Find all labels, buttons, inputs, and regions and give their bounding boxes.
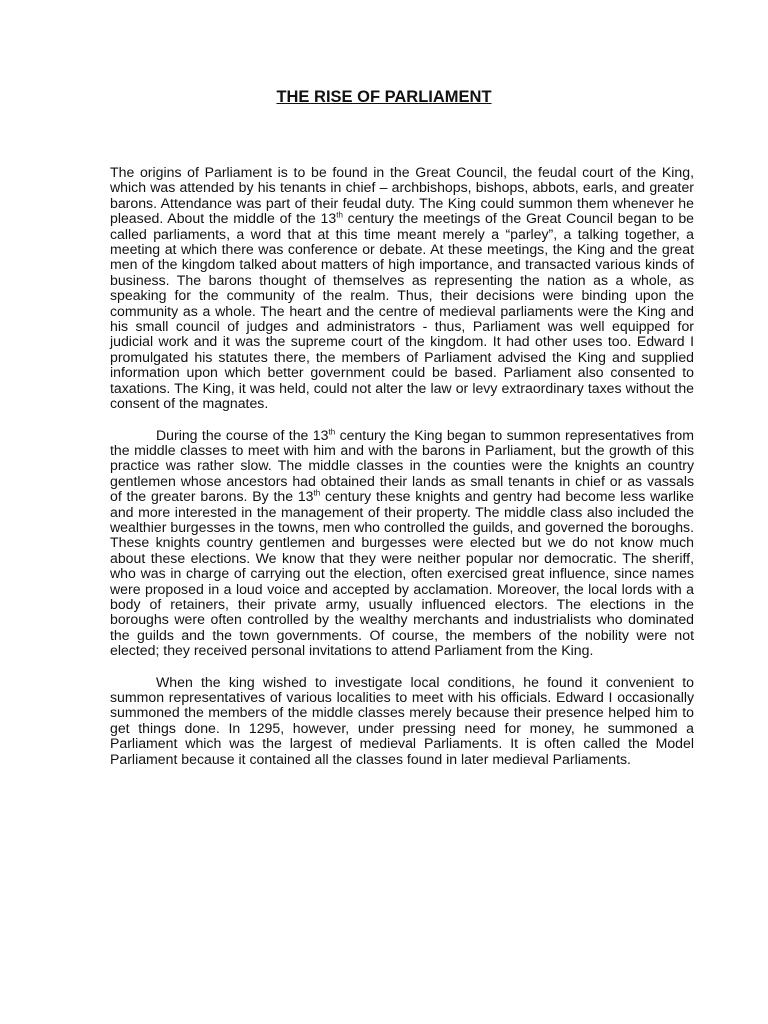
paragraph-2-text-b: century the King began to summon representatives from the middle classes to meet with him and with the barons in Parliament, but the growth of this practice was rather slow. The middle classes in the counties were the knights an country gentlemen whose ancestors had obtained their lands as small tenants in chief or as vassals of the greater barons. By the 13 — [110, 426, 694, 505]
superscript-th: th — [328, 426, 336, 436]
page-title: THE RISE OF PARLIAMENT — [276, 88, 492, 106]
paragraph-2-text-c: century these knights and gentry had become less warlike and more interested in the management of their property. The middle class also included the wealthier burgesses in the towns, men who controlled the guilds, and governed the boroughs. These knights country gentlemen and burgesses were elected but we do not know much about these elections. We know that they were neither popular nor democratic. The sheriff, who was in charge of carrying out the election, often exercised great influence, since names were proposed in a loud voice and accepted by acclamation. Moreover, the local lords with a body of retainers, their private army, usually influenced electors. The elections in the boroughs were often controlled by the wealthy merchants and industrialists who dominated the guilds and the town governments. Of course, the members of the nobility were not elected; they received personal invitations to attend Parliament from the King. — [110, 488, 694, 659]
paragraph-2 — [110, 428, 694, 659]
paragraph-3: When the king wished to investigate local conditions, he found it convenient to summon representatives of various localities to meet with his officials. Edward I occasionally summoned the members of the middle classes merely because their presence helped him to get things done. In 1295, however, under pressing need for money, he summoned a Parliament which was the largest of medieval Parliaments. It is often called the Model Parliament because it contained all the classes found in later medieval Parliaments. — [110, 673, 694, 767]
paragraph-1-text-a: The origins of Parliament is to be found in the Great Council, the feudal court of the King, which was attended by his tenants in chief – archbishops, bishops, abbots, earls, and greater barons. Attendance was part of their feudal duty. The King could summon them whenever he pleased. About the middle of the 13 — [110, 164, 694, 227]
paragraph-1 — [110, 165, 694, 412]
paragraph-1-text-b: century the meetings of the Great Council began to be called parliaments, a word that at this time meant merely a “parley”, a talking together, a meeting at which there was conference or debate. At these meetings, the King and the great men of the kingdom talked about matters of high importance, and transacted various kinds of business. The barons thought of themselves as representing the nation as a whole, as speaking for the community of the realm. Thus, their decisions were binding upon the community as a whole. The heart and the centre of medieval parliaments were the King and his small council of judges and administrators - thus, Parliament was well equipped for judicial work and it was the supreme court of the kingdom. It had other uses too. Edward I promulgated his statutes there, the members of Parliament advised the King and supplied information upon which better government could be based. Parliament also consented to taxations. The King, it was held, could not alter the law or levy extraordinary taxes without the consent of the magnates. — [110, 210, 695, 412]
superscript-th: th — [336, 210, 343, 220]
document-body — [110, 165, 694, 783]
paragraph-2-text-a: During the course of the 13 — [156, 426, 329, 443]
superscript-th: th — [313, 488, 321, 498]
